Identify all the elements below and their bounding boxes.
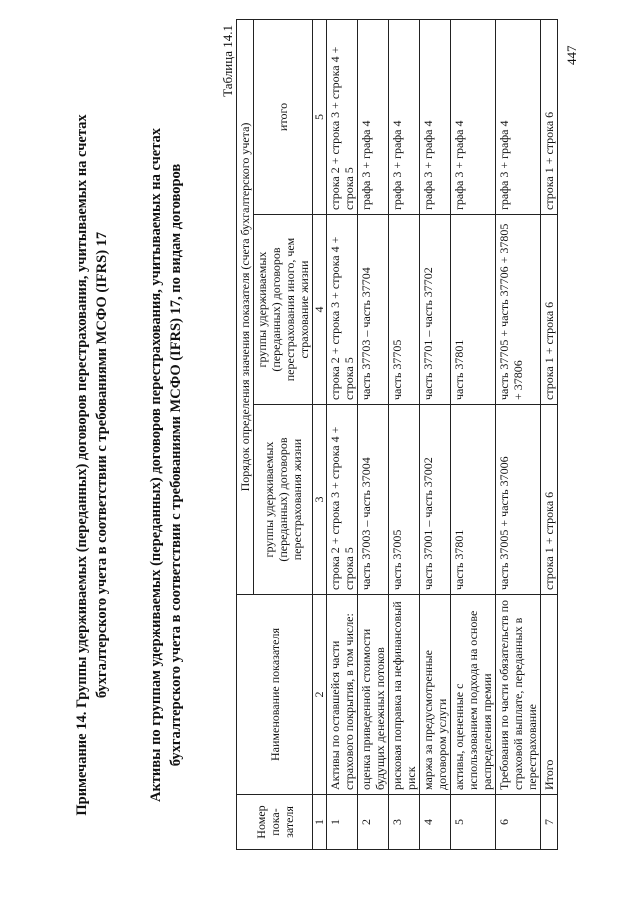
note-title [72,65,112,865]
row-col5: графа 3 + графа 4 [389,19,420,214]
row-name: маржа за предусмотренные договором услуги [420,595,451,795]
row-col5: графа 3 + графа 4 [358,19,389,214]
table-row [451,19,496,849]
row-col3: часть 37005 + часть 37006 [496,405,541,595]
header-number: Номер пока-зателя [237,795,313,850]
column-number: 5 [313,19,327,214]
page-number: 447 [564,45,579,65]
header-col3: группы удерживаемых (переданных) договоров перестрахования жизни [254,405,313,595]
row-number: 3 [389,795,420,850]
column-number-row [313,19,327,849]
table-row [389,19,420,849]
row-number: 2 [358,795,389,850]
table-body [313,19,558,849]
row-col5: строка 2 + строка 3 + строка 4 + строка 5 [327,19,358,214]
asset-table-title [146,65,186,865]
column-number: 2 [313,595,327,795]
row-number: 1 [327,795,358,850]
row-col4: строка 1 + строка 6 [541,215,558,405]
row-col3: часть 37801 [451,405,496,595]
row-col4: часть 37701 – часть 37702 [420,215,451,405]
table-row [327,19,358,849]
row-number: 6 [496,795,541,850]
row-name: рисковая поправка на нефинансовый риск [389,595,420,795]
row-col5: графа 3 + графа 4 [451,19,496,214]
row-col4: часть 37705 [389,215,420,405]
asset-title-line-1: Активы по группам удерживаемых (переданных) договоров перестрахования, учитываемых на счетах [148,127,164,803]
row-col4: строка 2 + строка 3 + строка 4 + строка 5 [327,215,358,405]
assets-table [236,19,558,850]
header-procedure: Порядок определения значения показателя (счета бухгалтерского учета) [237,19,254,594]
row-number: 4 [420,795,451,850]
row-name: Итого [541,595,558,795]
column-number: 4 [313,215,327,405]
row-col3: строка 1 + строка 6 [541,405,558,595]
row-number: 5 [451,795,496,850]
row-number: 7 [541,795,558,850]
table-row [420,19,451,849]
row-name: оценка приведенной стоимости будущих денежных потоков [358,595,389,795]
row-col3: часть 37001 – часть 37002 [420,405,451,595]
table-label: Таблица 14.1 [220,25,235,97]
row-name: Требования по части обязательств по страховой выплате, переданных в перестрахование [496,595,541,795]
row-col3: часть 37003 – часть 37004 [358,405,389,595]
table-row [541,19,558,849]
row-col5: графа 3 + графа 4 [496,19,541,214]
column-number: 1 [313,795,327,850]
row-col3: строка 2 + строка 3 + строка 4 + строка 5 [327,405,358,595]
row-name: активы, оцененные с использованием подхода на основе распределения премии [451,595,496,795]
table-row [496,19,541,849]
note-title-line-2: бухгалтерского учета в соответствии с требованиями МСФО (IFRS) 17 [94,231,110,699]
row-col4: часть 37801 [451,215,496,405]
row-col4: часть 37703 – часть 37704 [358,215,389,405]
row-col4: часть 37705 + часть 37706 + 37805 + 37806 [496,215,541,405]
note-title-line-1: Примечание 14. Группы удерживаемых (переданных) договоров перестрахования, учитываемых на счетах [74,114,90,816]
row-name: Активы по оставшейся части страхового покрытия, в том числе: [327,595,358,795]
row-col5: графа 3 + графа 4 [420,19,451,214]
header-name: Наименование показателя [237,595,313,795]
row-col3: часть 37005 [389,405,420,595]
column-number: 3 [313,405,327,595]
asset-title-line-2: бухгалтерского учета в соответствии с требованиями МСФО (IFRS) 17, по видам договоров [168,163,184,767]
header-col4: группы удерживаемых (переданных) договоров перестрахования иного, чем страхование жизни [254,215,313,405]
header-col5: итого [254,19,313,214]
table-row [358,19,389,849]
row-col5: строка 1 + строка 6 [541,19,558,214]
header-row-1 [237,19,254,849]
